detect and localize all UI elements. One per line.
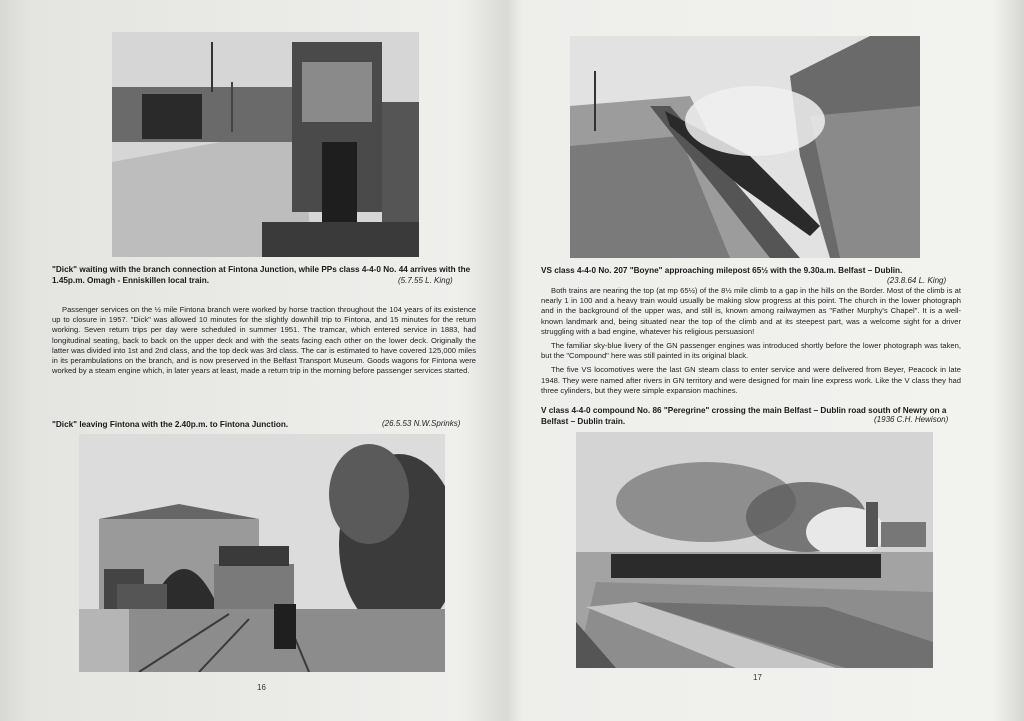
photo-boyne-approaching-milepost <box>570 36 920 258</box>
right-page <box>506 0 1024 721</box>
photo-fintona-junction <box>112 32 419 257</box>
page-number-right: 17 <box>753 673 762 682</box>
credit-photo-1: (5.7.55 L. King) <box>398 276 453 285</box>
credit-photo-3: (23.8.64 L. King) <box>887 276 947 285</box>
photo-dick-leaving-fintona <box>79 434 445 672</box>
caption-photo-1: "Dick" waiting with the branch connection at Fintona Junction, while PPs class 4-4-0 No. 44 arrives with the 1.45p.m. Omagh - Enniskillen local train. <box>52 265 471 285</box>
body-paragraph: Passenger services on the ½ mile Fintona branch were worked by horse traction throughout the 104 years of its existence up to closure in 1957. "Dick" was allowed 10 minutes for the slightly downhill trip to Fintona, and 15 minutes for the return working. Seven return trips per day were scheduled in summer 1951. The tramcar, which entered service in 1883, had longitudinal seating, back to back on the upper deck and with the seats facing each other on the lower deck. Originally the latter was divided into 1st and 2nd class, and the top deck was 3rd class. The car is estimated to have covered 125,000 miles in its perambulations on the branch, and is now preserved in the Belfast Transport Museum. Goods wagons for Fintona were worked by a steam engine which, in later years at least, made a return trip in the morning before passenger services started. <box>52 305 476 376</box>
photo-peregrine-crossing-road <box>576 432 933 668</box>
caption-photo-4: V class 4-4-0 compound No. 86 "Peregrine" crossing the main Belfast – Dublin road south of Newry on a Belfast – Dublin train. <box>541 406 947 426</box>
body-paragraphs-right: Both trains are nearing the top (at mp 65½) of the 8½ mile climb to a gap in the hills on the Border. Most of the climb is at nearly 1 in 100 and a heavy train would usually be making slow progress at this point. The church in the lower photograph and in the background of the upper was, and still is, known among railwaymen as "Father Murphy's Chapel". It is a well-known landmark and, being situated near the top of the climb and at its steepest part, was a welcome sight for a driver struggling with a bad engine, whatever his religious persuasion! The familiar sky-blue livery of the GN passenger engines was introduced shortly before the lower photograph was taken, but the "Compound" here was still painted in its original black. The five VS locomotives were the last GN steam class to enter service and were delivered from Beyer, Peacock in late 1948. They were named after rivers in GN territory and were designed for main line express work. Like the V class they had three cylinders, but they were simple expansion machines. <box>541 286 961 395</box>
credit-photo-2: (26.5.53 N.W.Sprinks) <box>382 419 461 428</box>
page-number-left: 16 <box>257 683 266 692</box>
caption-photo-2: "Dick" leaving Fintona with the 2.40p.m. to Fintona Junction. <box>52 420 289 429</box>
credit-photo-4: (1936 C.H. Hewison) <box>874 415 949 424</box>
left-page <box>0 0 506 721</box>
caption-photo-3: VS class 4-4-0 No. 207 "Boyne" approaching milepost 65½ with the 9.30a.m. Belfast – Dublin. <box>541 266 903 275</box>
